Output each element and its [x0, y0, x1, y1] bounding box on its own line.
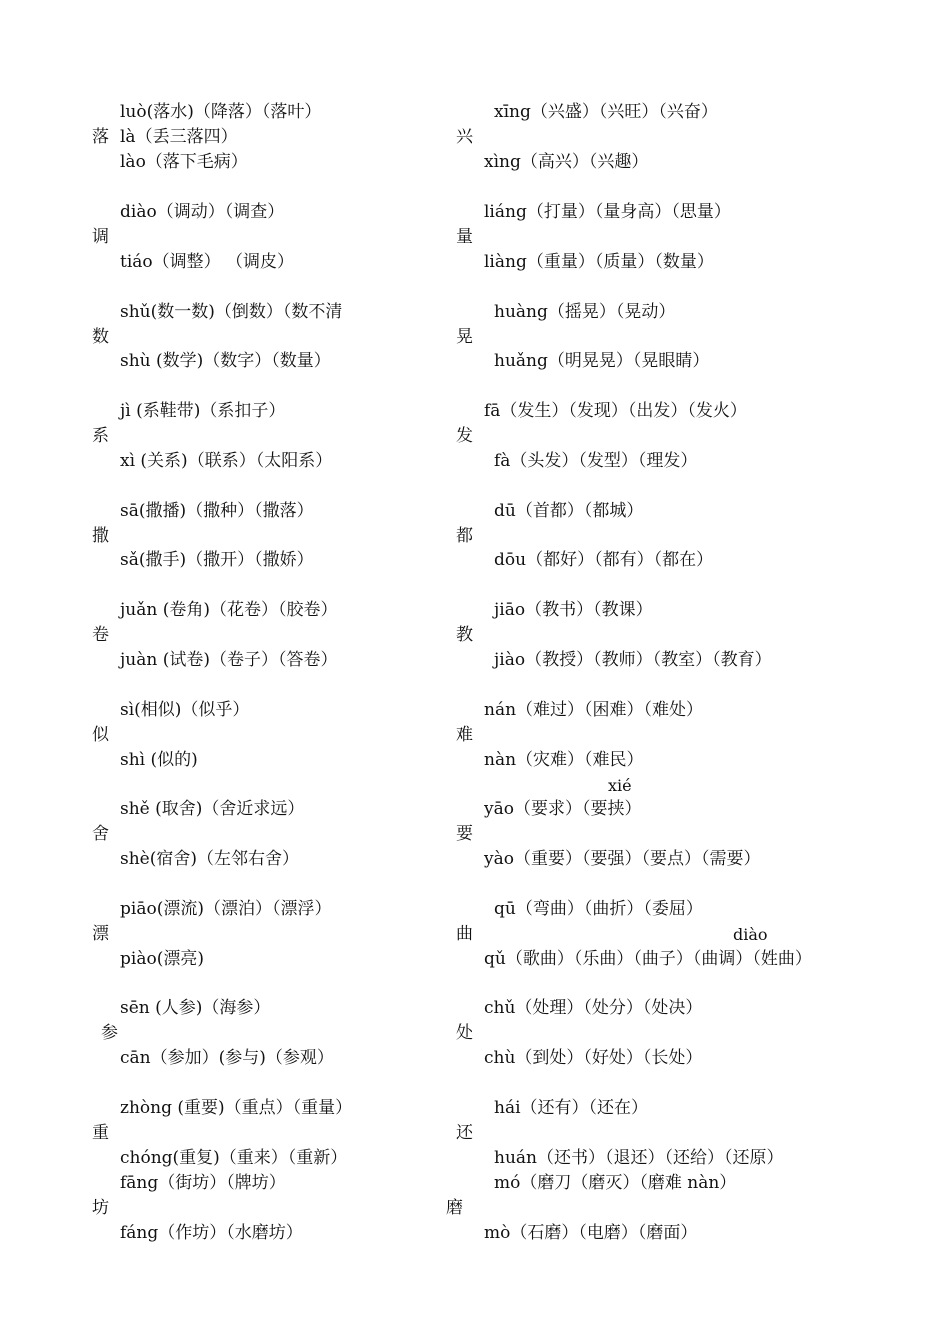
reading-line: yāo（要求）（要挟）	[484, 799, 642, 819]
reading-line: shǔ(数一数)（倒数）（数不清	[120, 302, 343, 322]
reading-line: hái（还有）（还在）	[494, 1098, 649, 1118]
entry-char: 卷	[92, 625, 109, 645]
reading-line: luò(落水)（降落）（落叶）	[120, 102, 322, 122]
entry-char: 都	[456, 526, 473, 546]
reading-line: shě (取舍)（舍近求远）	[120, 799, 305, 819]
entry-char: 撒	[92, 526, 109, 546]
reading-line: fáng（作坊）（水磨坊）	[120, 1223, 303, 1243]
reading-line: shì (似的)	[120, 750, 198, 770]
reading-line: fā（发生）（发现）（出发）（发火）	[484, 401, 747, 421]
entry-char: 量	[456, 227, 473, 247]
reading-line: piào(漂亮)	[120, 949, 204, 969]
entry-char: 磨	[446, 1198, 463, 1218]
entry-char: 舍	[92, 824, 109, 844]
reading-line: jì (系鞋带)（系扣子）	[120, 401, 286, 421]
reading-line: dōu（都好）（都有）（都在）	[494, 550, 714, 570]
entry-char: 似	[92, 725, 109, 745]
entry-char: 数	[92, 327, 109, 347]
reading-line: chǔ（处理）（处分）（处决）	[484, 998, 703, 1018]
reading-line: xì (关系)（联系）（太阳系）	[120, 451, 333, 471]
entry-char: 教	[456, 625, 473, 645]
reading-line: sēn (人参)（海参）	[120, 998, 271, 1018]
reading-line: nán（难过）（困难）（难处）	[484, 700, 704, 720]
reading-line: cān（参加）(参与)（参观）	[120, 1048, 334, 1068]
reading-line: sā(撒播)（撒种）（撒落）	[120, 501, 314, 521]
entry-char: 系	[92, 426, 109, 446]
reading-line: qǔ（歌曲）（乐曲）（曲子）（曲调）（姓曲）	[484, 949, 812, 969]
entry-char: 坊	[92, 1198, 109, 1218]
reading-line: mò（石磨）（电磨）（磨面）	[484, 1223, 698, 1243]
reading-line: yào（重要）（要强）（要点）（需要）	[484, 849, 761, 869]
reading-line: juàn (试卷)（卷子）（答卷）	[120, 650, 338, 670]
reading-line: liáng（打量）（量身高）（思量）	[484, 202, 731, 222]
entry-char: 难	[456, 725, 473, 745]
reading-line: chù（到处）（好处）（长处）	[484, 1048, 703, 1068]
entry-char: 重	[92, 1123, 109, 1143]
entry-char: 漂	[92, 924, 109, 944]
reading-line: sǎ(撒手)（撒开）（撒娇）	[120, 550, 314, 570]
reading-line: tiáo（调整） （调皮）	[120, 252, 295, 272]
reading-line: mó（磨刀（磨灭）（磨难 nàn）	[494, 1173, 737, 1193]
reading-line: lào（落下毛病）	[120, 152, 248, 172]
entry-char: 晃	[456, 327, 473, 347]
reading-line: chóng(重复)（重来）（重新）	[120, 1148, 348, 1168]
reading-line: xīng（兴盛）（兴旺）（兴奋）	[494, 102, 718, 122]
reading-line: qū（弯曲）（曲折）（委屈）	[494, 899, 703, 919]
reading-line: diào（调动）（调查）	[120, 202, 285, 222]
reading-line: huǎng（明晃晃）（晃眼睛）	[494, 351, 710, 371]
reading-line: shè(宿舍)（左邻右舍）	[120, 849, 299, 869]
reading-line: nàn（灾难）（难民）	[484, 750, 644, 770]
reading-line: dū（首都）（都城）	[494, 501, 644, 521]
pinyin-annotation: xié	[608, 776, 632, 795]
entry-char: 曲	[456, 924, 473, 944]
entry-char: 处	[456, 1023, 473, 1043]
reading-line: sì(相似)（似乎）	[120, 700, 250, 720]
reading-line: liàng（重量）（质量）（数量）	[484, 252, 714, 272]
reading-line: zhòng (重要)（重点）（重量）	[120, 1098, 353, 1118]
entry-char: 参	[101, 1023, 118, 1043]
reading-line: jiāo（教书）（教课）	[494, 600, 653, 620]
reading-line: fāng（街坊）（牌坊）	[120, 1173, 286, 1193]
entry-char: 发	[456, 426, 473, 446]
reading-line: juǎn (卷角)（花卷）（胶卷）	[120, 600, 338, 620]
reading-line: piāo(漂流)（漂泊）（漂浮）	[120, 899, 332, 919]
pinyin-annotation: diào	[733, 925, 768, 944]
entry-char: 调	[92, 227, 109, 247]
reading-line: shù (数学)（数字）（数量）	[120, 351, 331, 371]
reading-line: fà（头发）（发型）（理发）	[494, 451, 698, 471]
reading-line: huàng（摇晃）（晃动）	[494, 302, 676, 322]
entry-char: 落	[92, 127, 109, 147]
entry-char: 兴	[456, 127, 473, 147]
entry-char: 要	[456, 824, 473, 844]
entry-char: 还	[456, 1123, 473, 1143]
reading-line: huán（还书）（退还）（还给）（还原）	[494, 1148, 784, 1168]
reading-line: jiào（教授）（教师）（教室）（教育）	[494, 650, 772, 670]
reading-line: xìng（高兴）（兴趣）	[484, 152, 649, 172]
reading-line: là（丢三落四）	[120, 127, 238, 147]
